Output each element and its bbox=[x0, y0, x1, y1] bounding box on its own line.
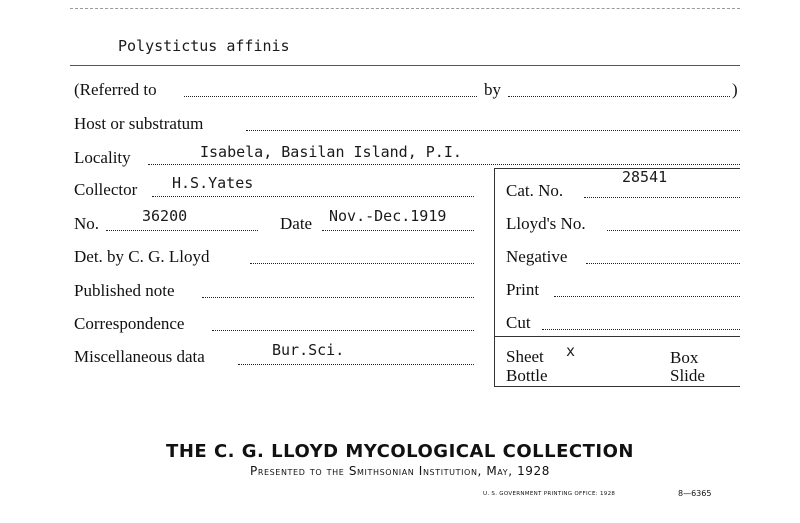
locality-value: Isabela, Basilan Island, P.I. bbox=[200, 143, 462, 161]
catalog-box-top-border bbox=[494, 168, 740, 169]
no-label: No. bbox=[74, 214, 100, 233]
lloyds-no-label: Lloyd's No. bbox=[506, 214, 586, 233]
cat-no-value: 28541 bbox=[622, 168, 668, 186]
miscellaneous-line bbox=[238, 364, 474, 365]
slide-label: Slide bbox=[670, 366, 705, 385]
catalog-box-divider bbox=[494, 336, 740, 337]
collector-label: Collector bbox=[74, 180, 138, 199]
published-note-line bbox=[202, 297, 474, 298]
host-line bbox=[246, 130, 740, 131]
collection-subtitle: Presented to the Smithsonian Institution, May, 1928 bbox=[249, 464, 551, 478]
collection-title: THE C. G. LLOYD MYCOLOGICAL COLLECTION bbox=[166, 441, 634, 462]
by-line bbox=[508, 96, 730, 97]
det-by-line bbox=[250, 263, 474, 264]
cut-label: Cut bbox=[506, 313, 531, 332]
published-note-label: Published note bbox=[74, 281, 175, 300]
catalog-box-left-border bbox=[494, 168, 495, 386]
cat-no-line bbox=[584, 197, 740, 198]
form-number: 8—6365 bbox=[678, 489, 712, 498]
negative-label: Negative bbox=[506, 247, 568, 266]
card-top-edge bbox=[70, 8, 740, 9]
no-value: 36200 bbox=[142, 207, 188, 225]
referred-to-label: (Referred to bbox=[74, 80, 157, 99]
printing-office-imprint: U. S. GOVERNMENT PRINTING OFFICE: 1928 bbox=[483, 491, 616, 497]
date-value: Nov.-Dec.1919 bbox=[329, 207, 447, 225]
host-label: Host or substratum bbox=[74, 114, 204, 133]
correspondence-label: Correspondence bbox=[74, 314, 185, 333]
by-label: by bbox=[484, 80, 501, 99]
close-paren: ) bbox=[732, 80, 738, 99]
date-label: Date bbox=[280, 214, 313, 233]
miscellaneous-value: Bur.Sci. bbox=[272, 341, 345, 359]
det-by-label: Det. by C. G. Lloyd bbox=[74, 247, 210, 266]
print-label: Print bbox=[506, 280, 540, 299]
collector-line bbox=[152, 196, 474, 197]
lloyds-no-line bbox=[607, 230, 740, 231]
print-line bbox=[554, 296, 740, 297]
sheet-mark: x bbox=[566, 342, 576, 360]
cat-no-label: Cat. No. bbox=[506, 181, 564, 200]
bottle-label: Bottle bbox=[506, 366, 548, 385]
name-rule bbox=[70, 65, 740, 66]
miscellaneous-label: Miscellaneous data bbox=[74, 347, 205, 366]
collector-value: H.S.Yates bbox=[172, 174, 254, 192]
locality-label: Locality bbox=[74, 148, 131, 167]
referred-to-line bbox=[184, 96, 477, 97]
specimen-name: Polystictus affinis bbox=[118, 37, 290, 55]
negative-line bbox=[586, 263, 740, 264]
no-line bbox=[106, 230, 258, 231]
cut-line bbox=[542, 329, 740, 330]
date-line bbox=[322, 230, 474, 231]
locality-line bbox=[148, 164, 740, 165]
box-label: Box bbox=[670, 348, 699, 367]
correspondence-line bbox=[212, 330, 474, 331]
sheet-label: Sheet bbox=[506, 347, 544, 366]
catalog-box-bottom-border bbox=[494, 386, 740, 387]
